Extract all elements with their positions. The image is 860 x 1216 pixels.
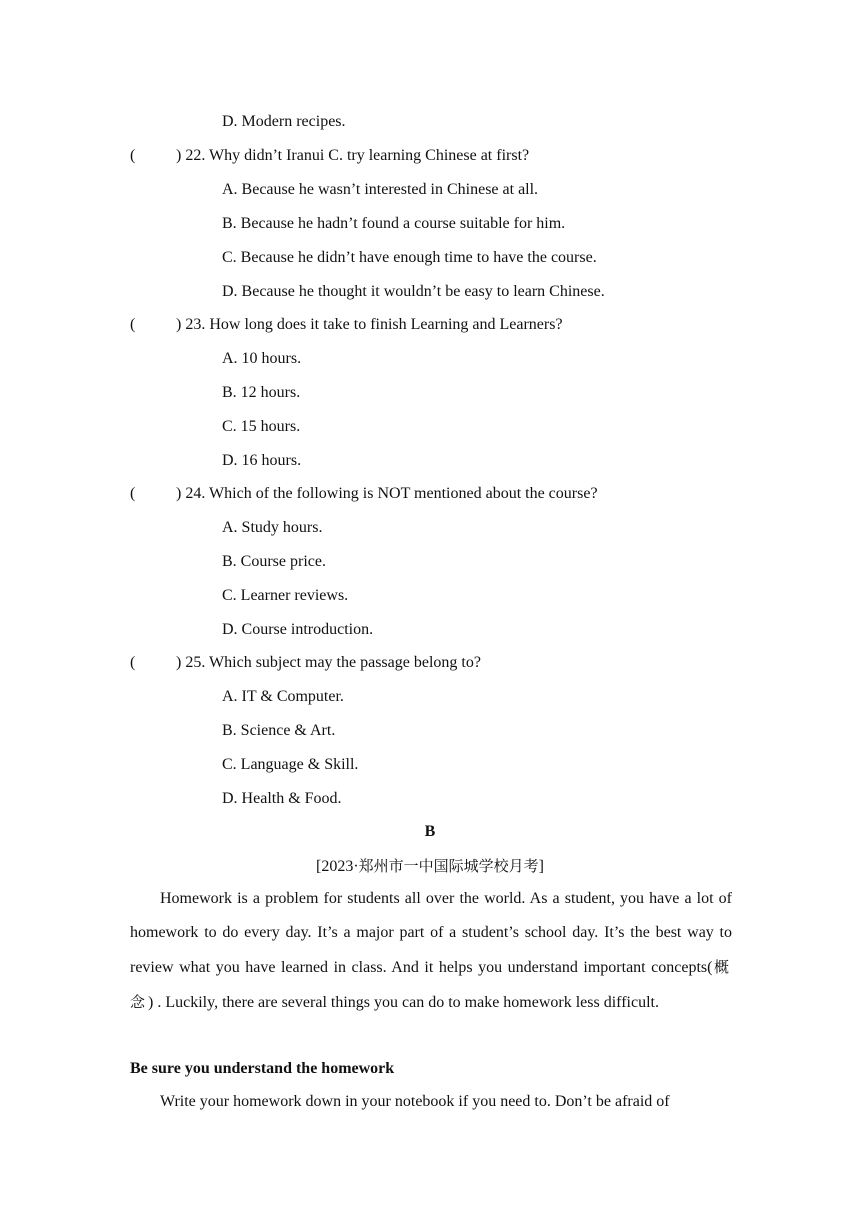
answer-blank-open: ( [130,316,136,333]
answer-blank-close: ) [176,316,182,333]
answer-blank-open: ( [130,147,136,164]
source-suffix: ] [538,858,544,875]
question-22 [130,146,529,166]
q21-option-d: D. Modern recipes. [222,113,346,130]
q23-option-c: C. 15 hours. [222,418,301,435]
q24-option-b: B. Course price. [222,553,326,570]
paragraph-text: Homework is a problem for students all over the world. As a student, you have a lot of homework to do every day. It’s a major part of a student’s school day. It’s the best way to review what you have learned in class. And it helps you understand important concepts( [130,890,732,976]
q22-option-c: C. Because he didn’t have enough time to have the course. [222,249,597,266]
q22-option-a: A. Because he wasn’t interested in Chinese at all. [222,181,539,198]
answer-blank-open: ( [130,485,136,502]
question-stem: 25. Which subject may the passage belong to? [185,654,481,671]
source-prefix: [2023· [316,858,359,875]
q24-option-c: C. Learner reviews. [222,587,349,604]
answer-blank-close: ) [176,147,182,164]
q22-option-d: D. Because he thought it wouldn’t be easy to learn Chinese. [222,283,605,300]
paragraph-text: Write your homework down in your notebook if you need to. Don’t be afraid of [160,1093,670,1110]
q25-option-d: D. Health & Food. [222,790,342,807]
answer-blank-close: ) [176,485,182,502]
q23-option-d: D. 16 hours. [222,452,302,469]
question-24 [130,484,598,504]
q25-option-a: A. IT & Computer. [222,688,344,705]
q22-option-b: B. Because he hadn’t found a course suitable for him. [222,215,566,232]
passage-paragraph-2 [130,1085,732,1119]
q24-option-a: A. Study hours. [222,519,323,536]
passage-subheading: Be sure you understand the homework [130,1060,395,1077]
answer-blank-open: ( [130,654,136,671]
q23-option-a: A. 10 hours. [222,350,302,367]
question-stem: 24. Which of the following is NOT mentioned about the course? [185,485,598,502]
passage-paragraph-1 [130,882,732,1020]
answer-blank-close: ) [176,654,182,671]
q24-option-d: D. Course introduction. [222,621,374,638]
q23-option-b: B. 12 hours. [222,384,301,401]
question-stem: 23. How long does it take to finish Learning and Learners? [185,316,563,333]
section-heading: B [424,823,436,840]
question-23 [130,315,563,335]
question-25 [130,653,481,673]
q25-option-b: B. Science & Art. [222,722,336,739]
paragraph-text-cont: ) . Luckily, there are several things you can do to make homework less difficult. [148,994,659,1011]
source-school: 郑州市一中国际城学校月考 [358,857,539,875]
q25-option-c: C. Language & Skill. [222,756,359,773]
gloss-cjk: 概念 [130,958,732,1011]
passage-source [0,856,860,877]
question-stem: 22. Why didn’t Iranui C. try learning Chinese at first? [185,147,530,164]
